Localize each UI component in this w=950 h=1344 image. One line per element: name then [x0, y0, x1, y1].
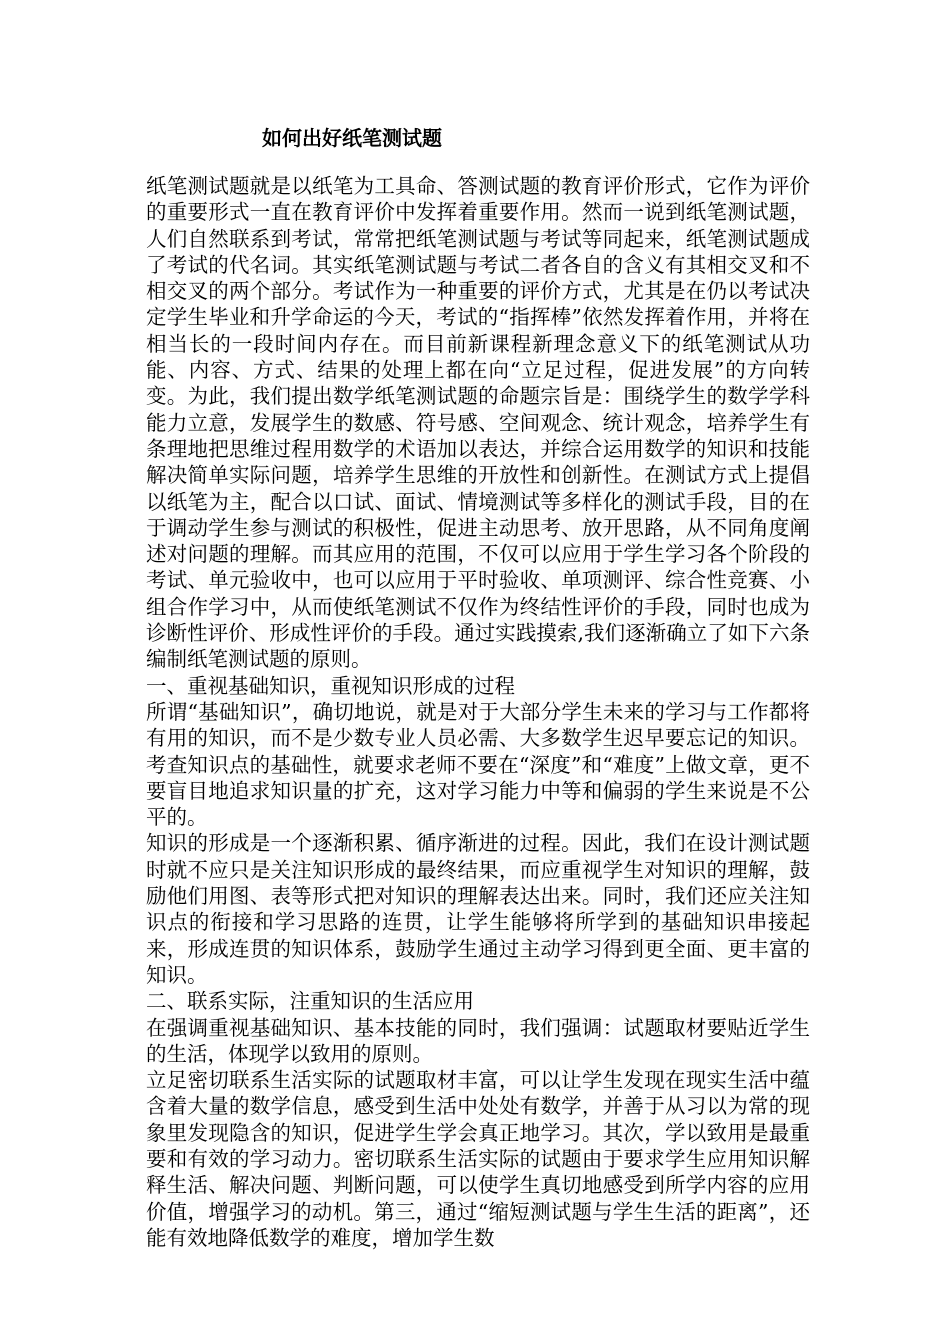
body-paragraph: 所谓“基础知识”，确切地说，就是对于大部分学生未来的学习与工作都将有用的知识，而不是少数专业人员必需、大多数学生迟早要忘记的知识。考查知识点的基础性，就要求老师不要在“深度”和“难度”上做文章，更不要盲目地追求知识量的扩充，这对学习能力中等和偏弱的学生来说是不公平的。 — [146, 699, 810, 830]
body-paragraph: 在强调重视基础知识、基本技能的同时，我们强调：试题取材要贴近学生的生活，体现学以致用的原则。 — [146, 1015, 810, 1066]
body-paragraph: 知识的形成是一个逐渐积累、循序渐进的过程。因此，我们在设计测试题时就不应只是关注知识形成的最终结果，而应重视学生对知识的理解，鼓励他们用图、表等形式把对知识的理解表达出来。同时，我们还应关注知识点的衔接和学习思路的连贯，让学生能够将所学到的基础知识串接起来，形成连贯的知识体系，鼓励学生通过主动学习得到更全面、更丰富的知识。 — [146, 831, 810, 987]
intro-paragraph: 纸笔测试题就是以纸笔为工具命、答测试题的教育评价形式，它作为评价的重要形式一直在教育评价中发挥着重要作用。然而一说到纸笔测试题，人们自然联系到考试，常常把纸笔测试题与考试等同起来，纸笔测试题成了考试的代名词。其实纸笔测试题与考试二者各自的含义有其相交叉和不相交叉的两个部分。考试作为一种重要的评价方式，尤其是在仍以考试决定学生毕业和升学命运的今天，考试的“指挥棒”依然发挥着作用，并将在相当长的一段时间内存在。而目前新课程新理念意义下的纸笔测试从功能、内容、方式、结果的处理上都在向“立足过程，促进发展”的方向转变。为此，我们提出数学纸笔测试题的命题宗旨是：围绕学生的数学学科能力立意，发展学生的数感、符号感、空间观念、统计观念，培养学生有条理地把思维过程用数学的术语加以表达，并综合运用数学的知识和技能解决简单实际问题，培养学生思维的开放性和创新性。在测试方式上提倡以纸笔为主，配合以口试、面试、情境测试等多样化的测试手段，目的在于调动学生参与测试的积极性，促进主动思考、放开思路，从不同角度阐述对问题的理解。而其应用的范围，不仅可以应用于学生学习各个阶段的考试、单元验收中，也可以应用于平时验收、单项测评、综合性竞赛、小组合作学习中，从而使纸笔测试不仅作为终结性评价的手段，同时也成为诊断性评价、形成性评价的手段。通过实践摸索,我们逐渐确立了如下六条编制纸笔测试题的原则。 — [146, 174, 810, 672]
body-paragraph: 立足密切联系生活实际的试题取材丰富，可以让学生发现在现实生活中蕴含着大量的数学信息，感受到生活中处处有数学，并善于从习以为常的现象里发现隐含的知识，促进学生学会真正地学习。其次，学以致用是最重要和有效的学习动力。密切联系生活实际的试题由于要求学生应用知识解释生活、解决问题、判断问题，可以使学生真切地感受到所学内容的应用价值，增强学习的动机。第三，通过“缩短测试题与学生生活的距离”，还能有效地降低数学的难度，增加学生数 — [146, 1068, 810, 1250]
section-heading-2: 二、联系实际，注重知识的生活应用 — [146, 989, 474, 1014]
document-body — [146, 173, 810, 1251]
section-heading-1: 一、重视基础知识，重视知识形成的过程 — [146, 673, 515, 698]
document-title: 如何出好纸笔测试题 — [262, 126, 442, 150]
